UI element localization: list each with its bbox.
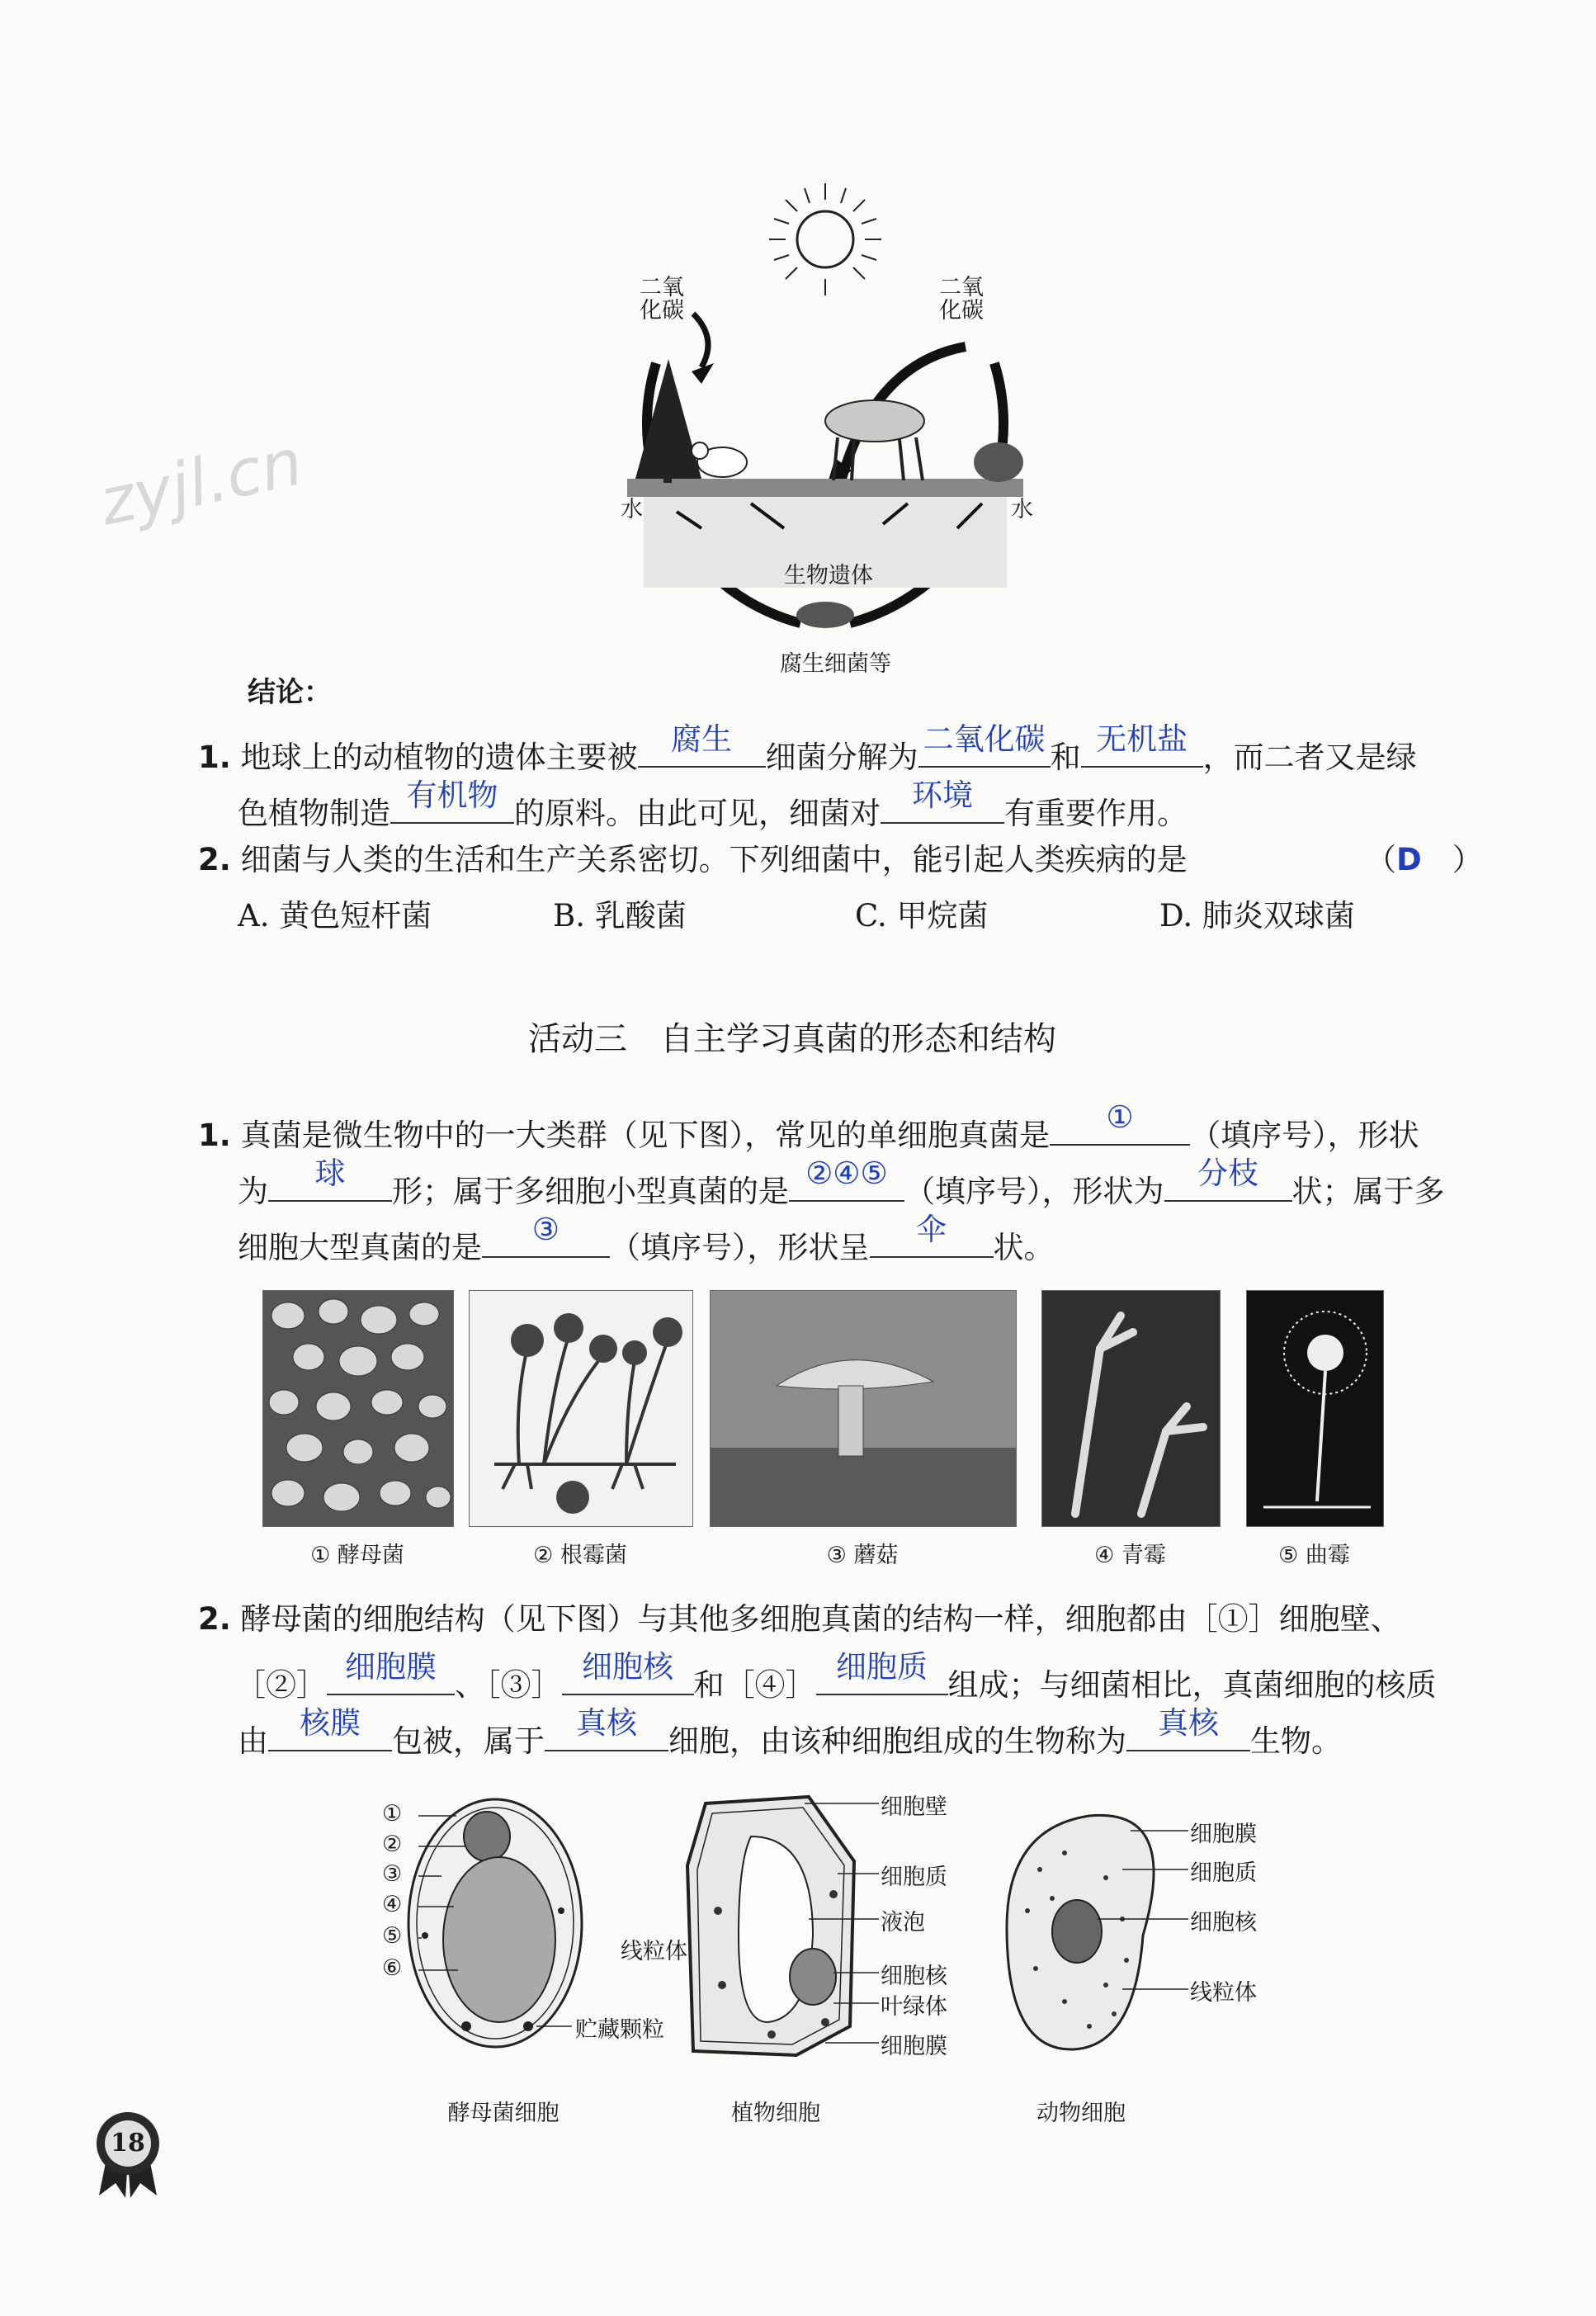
section3-question-1-line-2: 为 球 形；属于多细胞小型真菌的是 ②④⑤ （填序号），形状为 分枝 状；属于多 [238, 1156, 1445, 1209]
water-left-label: 水 [621, 497, 643, 522]
section3-question-2-line-1: 2. 酵母菌的细胞结构（见下图）与其他多细胞真菌的结构一样，细胞都由［①］细胞壁、 [198, 1601, 1401, 1637]
carbon-cycle-diagram [578, 173, 1073, 652]
yeast-label-6: ⑥ [382, 1955, 403, 1981]
caption-aspergillus: ⑤ 曲霉 [1278, 1543, 1350, 1568]
section3-question-1-line-1: 1. 真菌是微生物中的一大类群（见下图），常见的单细胞真菌是 ① （填序号），形状 [198, 1099, 1419, 1153]
plant-label-cell-wall: 细胞壁 [881, 1794, 947, 1820]
caption-mushroom: ③ 蘑菇 [826, 1543, 899, 1568]
watermark: zyjl.cn [93, 425, 309, 541]
plant-label-vacuole: 液泡 [881, 1910, 925, 1936]
yeast-label-1: ① [382, 1801, 403, 1827]
conclusion-title: 结论： [248, 676, 332, 709]
yeast-label-5: ⑤ [382, 1923, 403, 1949]
section3-question-2-line-3: 由 核膜 包被，属于 真核 细胞，由该种细胞组成的生物称为 真核 生物。 [238, 1705, 1342, 1759]
option-d[interactable]: D. 肺炎双球菌 [1159, 898, 1355, 933]
animal-cell-image [990, 1803, 1320, 2059]
option-a[interactable]: A. 黄色短杆菌 [238, 898, 432, 933]
answer-blank[interactable]: 细胞膜 [327, 1656, 455, 1695]
animal-label-cell-membrane: 细胞膜 [1190, 1822, 1257, 1847]
page-number: 18 [111, 2129, 145, 2158]
rhizopus-image [470, 1291, 692, 1526]
aspergillus-image [1247, 1291, 1383, 1526]
mushroom-image [711, 1291, 1016, 1526]
animal-label-mitochondria: 线粒体 [1190, 1980, 1257, 2006]
answer-blank[interactable]: ②④⑤ [789, 1162, 904, 1202]
page-number-badge [91, 2109, 165, 2200]
answer-blank[interactable]: 真核 [545, 1712, 668, 1751]
animal-label-cytoplasm: 细胞质 [1190, 1860, 1257, 1886]
answer-blank[interactable]: 分枝 [1164, 1162, 1292, 1202]
penicillium-image [1042, 1291, 1220, 1526]
yeast-label-2: ② [382, 1832, 403, 1857]
animal-label-nucleus: 细胞核 [1190, 1910, 1257, 1936]
plant-label-cytoplasm: 细胞质 [881, 1865, 947, 1890]
co2-left-label: 二氧 化碳 [640, 275, 684, 324]
answer-parentheses[interactable]: （D ） [1366, 842, 1483, 877]
question-1-line-2: 色植物制造 有机物 的原料。由此可见，细菌对 环境 有重要作用。 [238, 778, 1188, 831]
answer-blank[interactable]: 细胞核 [562, 1656, 694, 1695]
plant-label-nucleus: 细胞核 [881, 1964, 947, 1989]
caption-yeast: ① 酵母菌 [310, 1543, 404, 1568]
yeast-photo [262, 1290, 454, 1527]
section3-question-1-line-3: 细胞大型真菌的是 ③ （填序号），形状呈 伞 状。 [238, 1212, 1055, 1265]
answer-blank[interactable]: 腐生 [638, 728, 766, 768]
answer-blank[interactable]: 有机物 [390, 784, 514, 824]
animal-cell-diagram [990, 1803, 1320, 2059]
answer-blank[interactable]: ① [1050, 1106, 1190, 1146]
plant-label-mitochondria: 线粒体 [621, 1939, 687, 1964]
option-b[interactable]: B. 乳酸菌 [553, 898, 687, 933]
animal-cell-title: 动物细胞 [1036, 2101, 1126, 2126]
question-number: 1. [198, 740, 231, 775]
answer-blank[interactable]: 球 [268, 1162, 392, 1202]
plant-label-chloroplast: 叶绿体 [881, 1994, 947, 2020]
aspergillus-photo [1246, 1290, 1384, 1527]
co2-right-label: 二氧 化碳 [939, 275, 984, 324]
caption-penicillium: ④ 青霉 [1094, 1543, 1166, 1568]
mushroom-photo [710, 1290, 1017, 1527]
yeast-storage-label: 贮藏颗粒 [575, 2017, 664, 2043]
bacteria-label: 腐生细菌等 [780, 651, 891, 677]
yeast-cells-image [263, 1291, 453, 1526]
yeast-cell-title: 酵母菌细胞 [447, 2101, 560, 2126]
question-2-stem: 2. 细菌与人类的生活和生产关系密切。下列细菌中，能引起人类疾病的是 [198, 842, 1188, 877]
answer-blank[interactable]: 无机盐 [1081, 728, 1203, 768]
answer-blank[interactable]: 核膜 [268, 1712, 392, 1751]
rhizopus-photo [469, 1290, 693, 1527]
question-1-line-1: 1. 地球上的动植物的遗体主要被 腐生 细菌分解为 二氧化碳 和 无机盐 ，而二者又是绿 [198, 721, 1417, 775]
yeast-label-4: ④ [382, 1892, 403, 1917]
plant-label-cell-membrane: 细胞膜 [881, 2034, 947, 2059]
section-title: 活动三 自主学习真菌的形态和结构 [528, 1020, 1056, 1058]
answer-blank[interactable]: 细胞质 [816, 1656, 948, 1695]
answer-blank[interactable]: 二氧化碳 [918, 728, 1051, 768]
answer-blank[interactable]: 伞 [870, 1218, 994, 1258]
caption-rhizopus: ② 根霉菌 [533, 1543, 627, 1568]
remains-label: 生物遗体 [784, 563, 873, 588]
answer-blank[interactable]: ③ [482, 1218, 610, 1258]
answer-blank[interactable]: 环境 [881, 784, 1004, 824]
plant-cell-title: 植物细胞 [731, 2101, 820, 2126]
penicillium-photo [1041, 1290, 1221, 1527]
water-right-label: 水 [1011, 497, 1033, 522]
answer-blank[interactable]: 真核 [1126, 1712, 1250, 1751]
yeast-label-3: ③ [382, 1861, 403, 1887]
section3-question-2-line-2: ［②］ 细胞膜 、［③］ 细胞核 和［④］ 细胞质 组成；与细菌相比，真菌细胞的核质 [235, 1649, 1437, 1703]
option-c[interactable]: C. 甲烷菌 [855, 898, 989, 933]
plant-cell-diagram [615, 1787, 978, 2059]
